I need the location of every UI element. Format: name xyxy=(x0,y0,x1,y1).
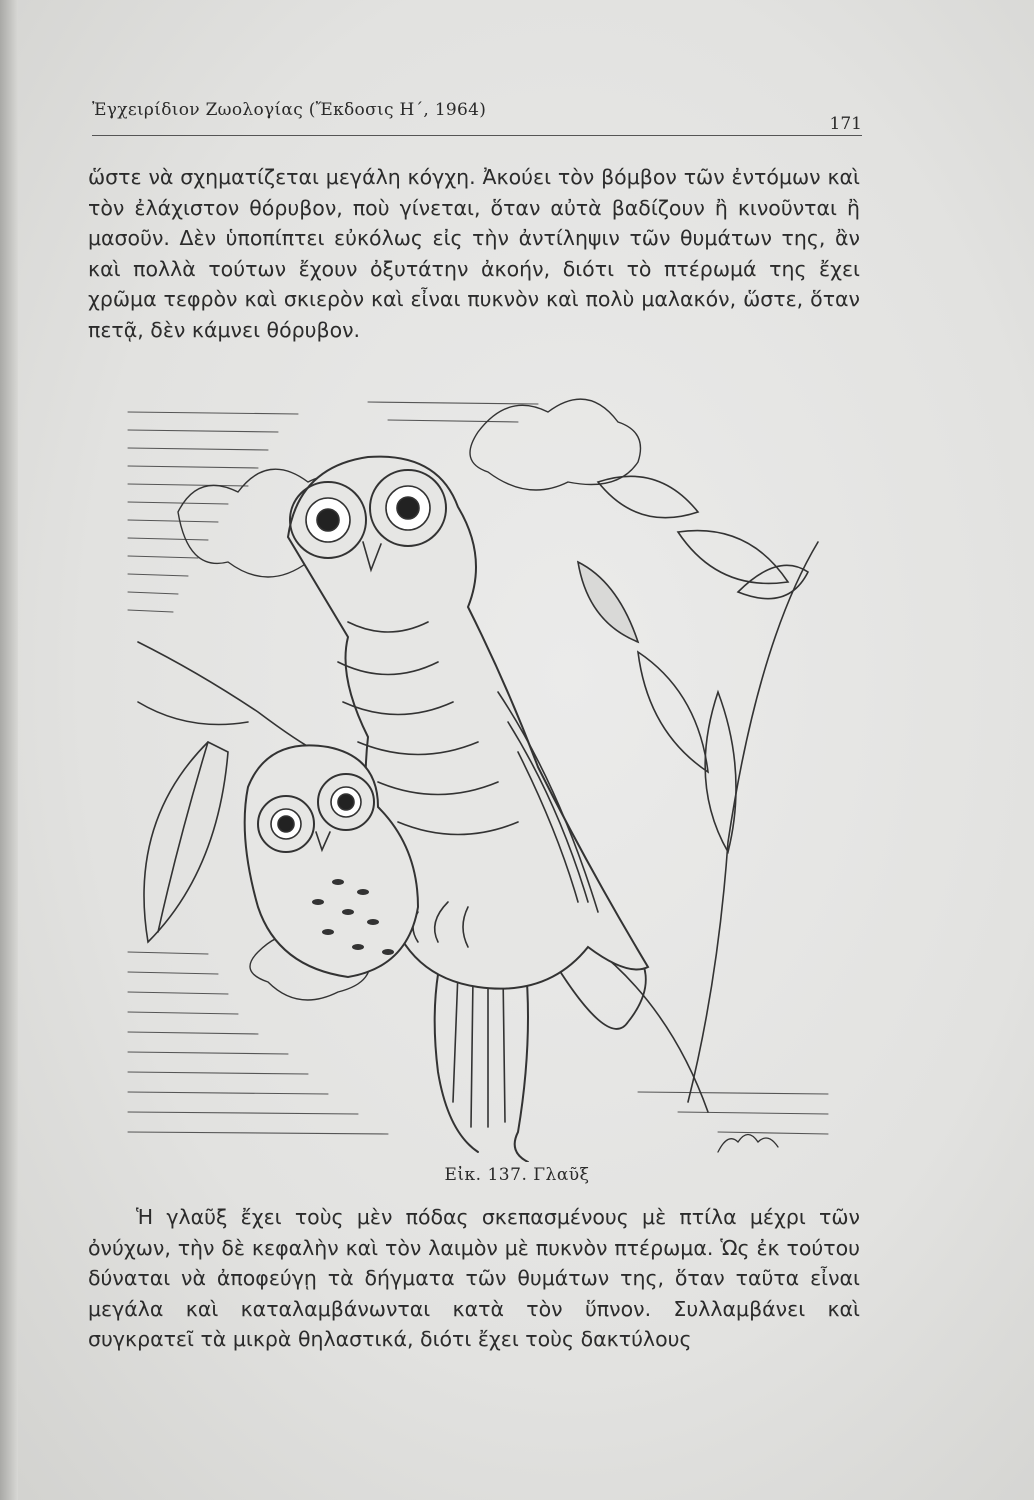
paragraph-owl-hearing: ὥστε νὰ σχηματίζεται μεγάλη κόγχη. Ἀκούει τὸν βόμβον τῶν ἐντόμων καὶ τὸν ἐλάχιστον θόρυβον, ποὺ γίνεται, ὅταν αὐτὰ βαδίζουν ἢ κινοῦνται ἢ μασοῦν. Δὲν ὑποπίπτει εὐκόλως εἰς τὴν ἀντίληψιν τῶν θυμάτων της, ἂν καὶ πολλὰ τούτων ἔχουν ὀξυτάτην ἀκοήν, διότι τὸ πτέρωμά της ἔχει χρῶμα τεφρὸν καὶ σκιερὸν καὶ εἶναι πυκνὸν καὶ πολὺ μαλακόν, ὥστε, ὅταν πετᾷ, δὲν κάμνει θόρυβον. xyxy=(88,165,860,342)
leaves-right xyxy=(538,476,818,1112)
page-spine-shadow xyxy=(0,0,18,1500)
running-title: Ἐγχειρίδιον Ζωολογίας (Ἔκδοσις Η΄, 1964) xyxy=(92,100,487,120)
paragraph-owl-feathers: Ἡ γλαῦξ ἔχει τοὺς μὲν πόδας σκεπασμένους μὲ πτίλα μέχρι τῶν ὀνύχων, τὴν δὲ κεφαλὴν καὶ τὸν λαιμὸν μὲ πυκνὸν πτέρωμα. Ὡς ἐκ τούτου δύναται νὰ ἀποφεύγῃ τὰ δήγματα τῶν θυμάτων της, ὅταν ταῦτα εἶναι μεγάλα καὶ καταλαμβάνωνται κατὰ τὸν ὕπνον. Συλλαμβάνει καὶ συγκρατεῖ τὰ μικρὰ θηλαστικά, διότι ἔχει τοὺς δακτύλους xyxy=(88,1205,860,1351)
figure-caption: Εἰκ. 137. Γλαῦξ xyxy=(444,1165,590,1185)
owl-illustration xyxy=(118,392,838,1162)
page-number: 171 xyxy=(829,114,862,134)
header-rule xyxy=(92,135,862,136)
owl-drawing xyxy=(118,392,838,1162)
artist-signature xyxy=(718,1135,778,1153)
page-header xyxy=(92,92,862,132)
